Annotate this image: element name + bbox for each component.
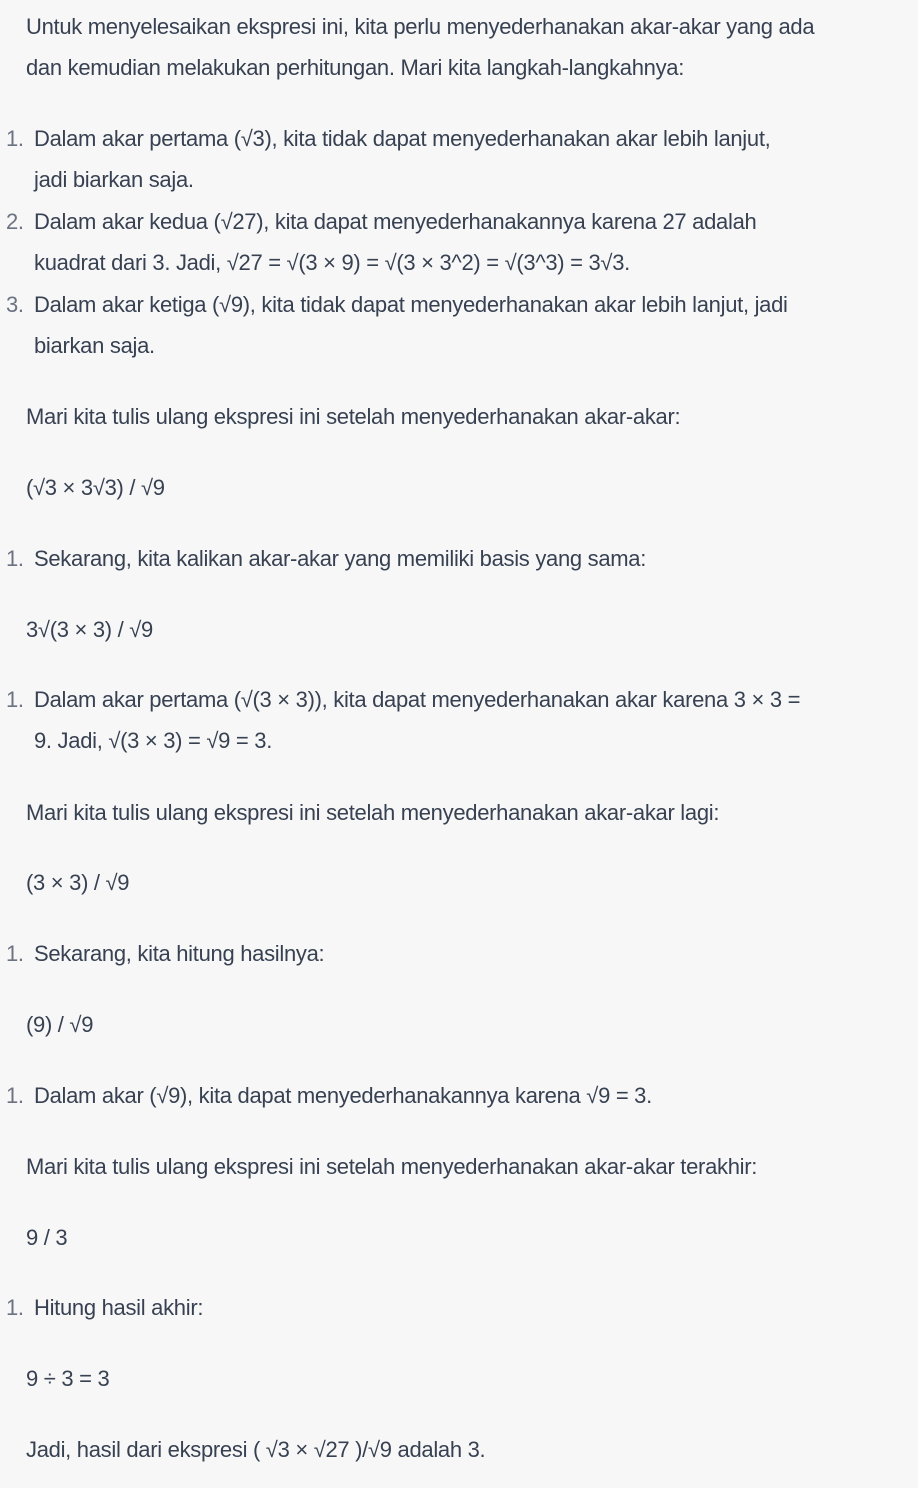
math-expression: (9) / √9 xyxy=(26,1012,94,1037)
math-expression: 9 ÷ 3 = 3 xyxy=(26,1366,110,1391)
list-number: 2. xyxy=(6,209,24,234)
list-item-text: Hitung hasil akhir: xyxy=(34,1295,204,1320)
math-expression: 3√(3 × 3) / √9 xyxy=(26,617,153,642)
list-item-text: Dalam akar ketiga (√9), kita tidak dapat menyederhanakan akar lebih lanjut, jadi xyxy=(34,292,788,317)
list-item-step-8 xyxy=(0,1287,910,1328)
list-item-text: Dalam akar (√9), kita dapat menyederhanakannya karena √9 = 3. xyxy=(34,1083,652,1108)
intro-line: dan kemudian melakukan perhitungan. Mari kita langkah-langkahnya: xyxy=(26,55,685,80)
list-number: 1. xyxy=(6,941,24,966)
list-item-step-7 xyxy=(0,1075,910,1116)
list-number: 1. xyxy=(6,546,24,571)
list-item-text: Sekarang, kita kalikan akar-akar yang memiliki basis yang sama: xyxy=(34,546,647,571)
list-item-text: 9. Jadi, √(3 × 3) = √9 = 3. xyxy=(34,728,273,753)
list-item-text: Dalam akar kedua (√27), kita dapat menyederhanakannya karena 27 adalah xyxy=(34,209,757,234)
conclusion-paragraph: Jadi, hasil dari ekspresi ( √3 × √27 )/√9 adalah 3. xyxy=(26,1437,486,1462)
rewrite-paragraph: Mari kita tulis ulang ekspresi ini setelah menyederhanakan akar-akar lagi: xyxy=(26,800,720,825)
list-item-text: Sekarang, kita hitung hasilnya: xyxy=(34,941,325,966)
rewrite-paragraph: Mari kita tulis ulang ekspresi ini setelah menyederhanakan akar-akar terakhir: xyxy=(26,1154,758,1179)
list-item-text: biarkan saja. xyxy=(34,333,155,358)
list-item-step-3 xyxy=(0,284,910,366)
list-item-text: jadi biarkan saja. xyxy=(34,167,194,192)
list-item-step-4 xyxy=(0,538,910,579)
list-item-step-5 xyxy=(0,679,910,761)
list-number: 1. xyxy=(6,1083,24,1108)
rewrite-paragraph: Mari kita tulis ulang ekspresi ini setelah menyederhanakan akar-akar: xyxy=(26,404,681,429)
list-item-step-1 xyxy=(0,118,910,200)
list-number: 1. xyxy=(6,1295,24,1320)
list-item-step-2 xyxy=(0,201,910,283)
math-expression: (√3 × 3√3) / √9 xyxy=(26,475,165,500)
intro-paragraph xyxy=(26,6,906,88)
math-expression: 9 / 3 xyxy=(26,1225,68,1250)
list-number: 3. xyxy=(6,292,24,317)
list-item-text: kuadrat dari 3. Jadi, √27 = √(3 × 9) = √(3 × 3^2) = √(3^3) = 3√3. xyxy=(34,250,630,275)
math-expression: (3 × 3) / √9 xyxy=(26,870,130,895)
list-number: 1. xyxy=(6,687,24,712)
list-number: 1. xyxy=(6,126,24,151)
list-item-text: Dalam akar pertama (√(3 × 3)), kita dapat menyederhanakan akar karena 3 × 3 = xyxy=(34,687,801,712)
intro-line: Untuk menyelesaikan ekspresi ini, kita perlu menyederhanakan akar-akar yang ada xyxy=(26,14,815,39)
list-item-step-6 xyxy=(0,933,910,974)
list-item-text: Dalam akar pertama (√3), kita tidak dapat menyederhanakan akar lebih lanjut, xyxy=(34,126,771,151)
